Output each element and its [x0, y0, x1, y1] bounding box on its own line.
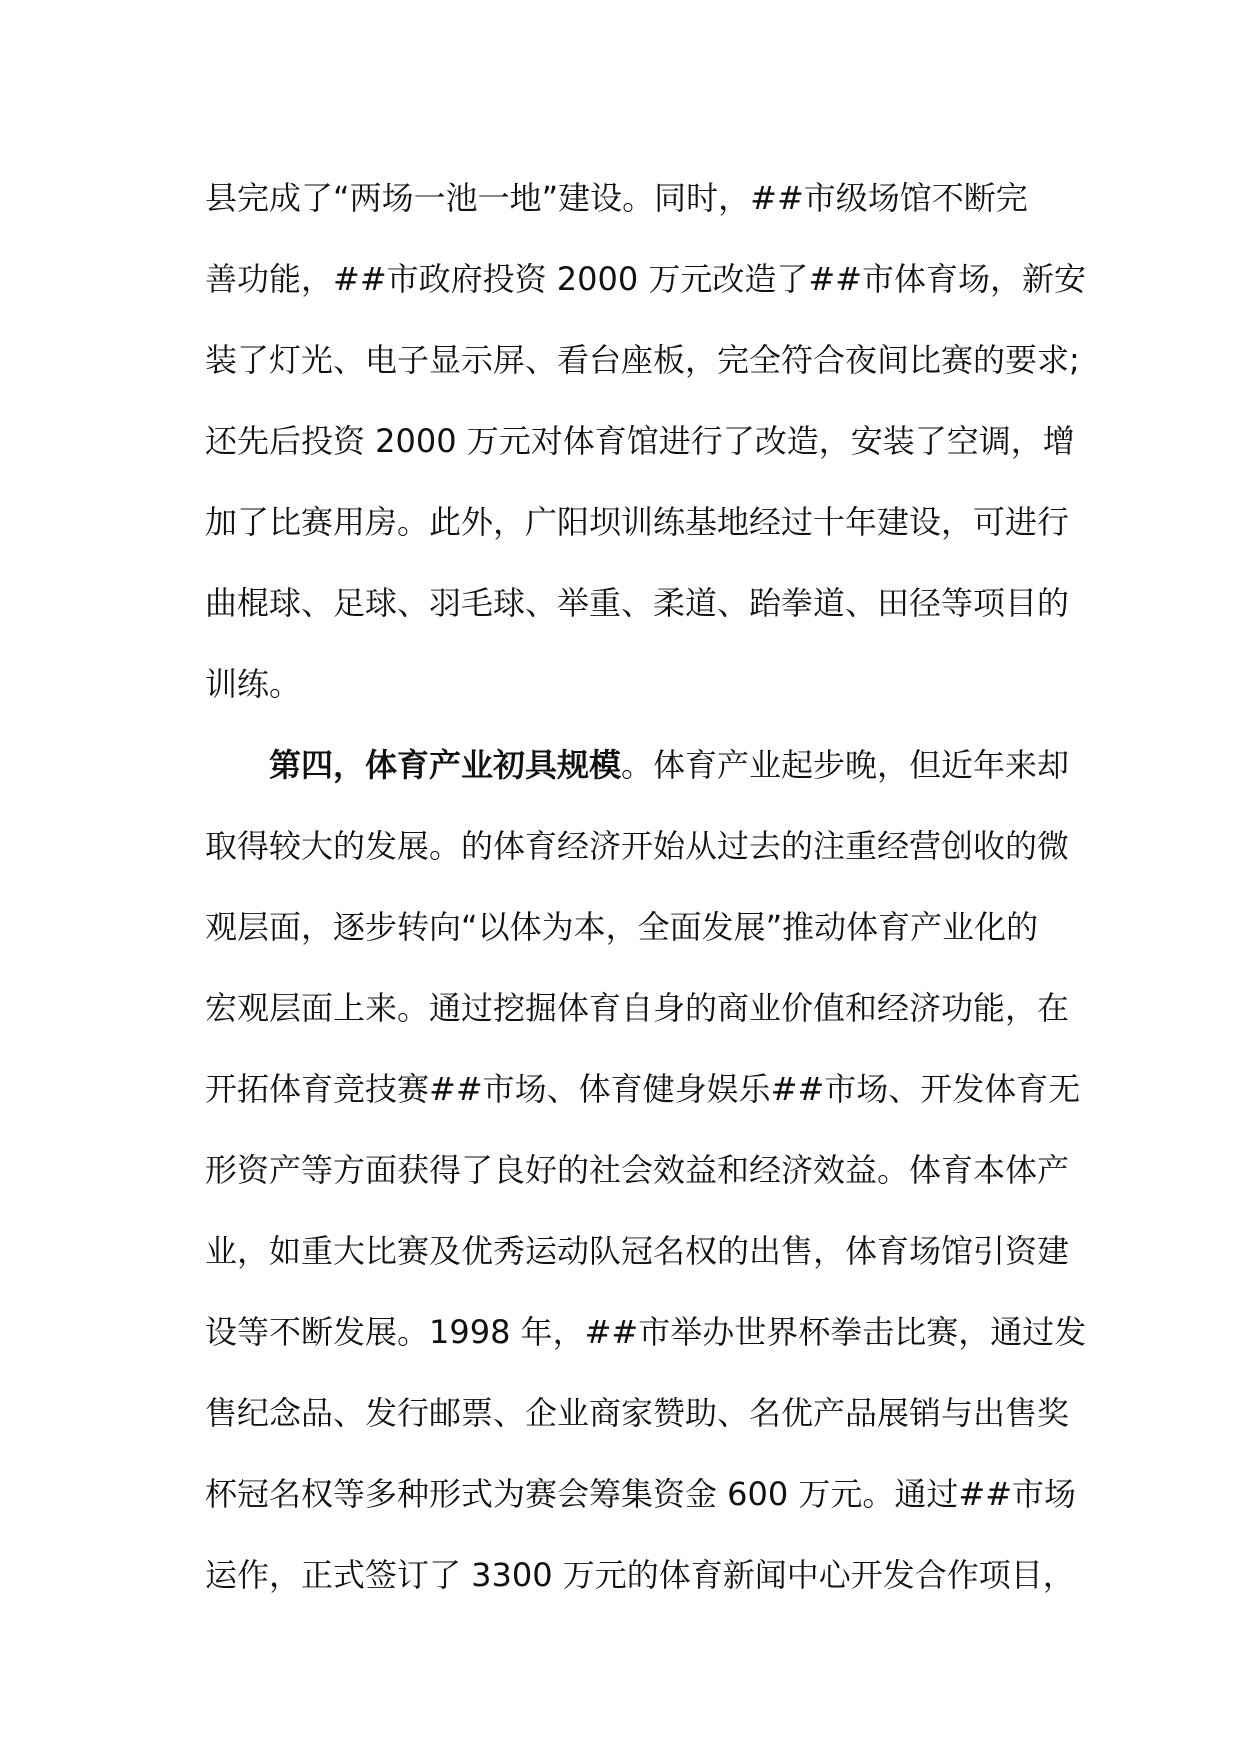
- text-line: 开拓体育竞技赛##市场、体育健身娱乐##市场、开发体育无: [205, 1070, 1081, 1108]
- text-line: 县完成了“两场一池一地”建设。同时，##市级场馆不断完: [205, 179, 1028, 217]
- text-line: 训练。: [205, 665, 302, 703]
- text-line: 杯冠名权等多种形式为赛会筹集资金 600 万元。通过##市场: [205, 1475, 1077, 1513]
- text-line: 观层面，逐步转向“以体为本，全面发展”推动体育产业化的: [205, 908, 1039, 946]
- text-line: 还先后投资 2000 万元对体育馆进行了改造，安装了空调，增: [205, 422, 1075, 460]
- text-line: 宏观层面上来。通过挖掘体育自身的商业价值和经济功能，在: [205, 989, 1070, 1027]
- text-line: 设等不断发展。1998 年，##市举办世界杯拳击比赛，通过发: [205, 1313, 1087, 1351]
- text-line: 售纪念品、发行邮票、企业商家赞助、名优产品展销与出售奖: [205, 1394, 1070, 1432]
- text-line: 运作，正式签订了 3300 万元的体育新闻中心开发合作项目，: [205, 1556, 1075, 1594]
- text-line: 加了比赛用房。此外，广阳坝训练基地经过十年建设，可进行: [205, 503, 1070, 541]
- text-line: 业，如重大比赛及优秀运动队冠名权的出售，体育场馆引资建: [205, 1232, 1070, 1270]
- text-line: 装了灯光、电子显示屏、看台座板，完全符合夜间比赛的要求;: [205, 341, 1080, 379]
- text-line: 善功能，##市政府投资 2000 万元改造了##市体育场，新安: [205, 260, 1087, 298]
- text-line: 取得较大的发展。的体育经济开始从过去的注重经营创收的微: [205, 827, 1070, 865]
- text-line: 形资产等方面获得了良好的社会效益和经济效益。体育本体产: [205, 1151, 1070, 1189]
- section-heading: 第四，体育产业初具规模: [269, 746, 622, 784]
- text-fragment: 。体育产业起步晚，但近年来却: [621, 746, 1070, 784]
- text-line: 曲棍球、足球、羽毛球、举重、柔道、跆拳道、田径等项目的: [205, 584, 1070, 622]
- paragraph-first-line: [205, 725, 1105, 806]
- body-text: [205, 158, 1105, 1616]
